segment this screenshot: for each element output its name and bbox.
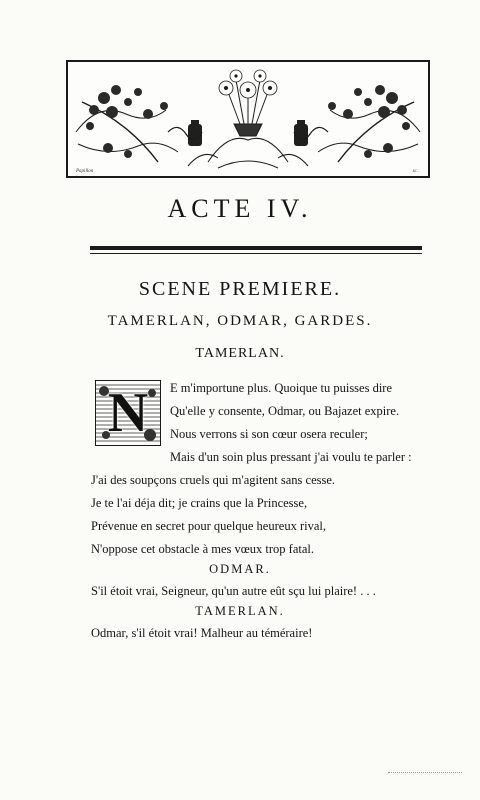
verse-line: Prévenue en secret pour quelque heureux rival, — [91, 519, 326, 533]
thin-rule — [90, 253, 422, 254]
scene-title: SCENE PREMIERE. — [138, 278, 342, 300]
verse-line: Je te l'ai déja dit; je crains que la Princesse, — [91, 496, 308, 510]
headpiece-engraving — [68, 62, 428, 176]
page-edge-mark — [388, 772, 462, 774]
speaker-name: TAMERLAN. — [195, 604, 285, 618]
drop-cap-letter: N — [107, 382, 149, 444]
double-rule-divider — [90, 246, 422, 256]
act-title: ACTE IV. — [167, 194, 313, 223]
drop-cap-initial — [95, 380, 161, 446]
verse-line: E m'importune plus. Quoique tu puisses dire — [170, 381, 393, 395]
ornamental-headpiece — [66, 60, 430, 178]
verse-line: N'oppose cet obstacle à mes vœux trop fatal. — [91, 542, 315, 556]
verse-line: Qu'elle y consente, Odmar, ou Bajazet expire. — [170, 404, 400, 418]
verse-line: Nous verrons si son cœur osera reculer; — [170, 427, 368, 441]
speaker-name: ODMAR. — [209, 562, 271, 576]
verse-line: Mais d'un soin plus pressant j'ai voulu te parler : — [170, 450, 412, 464]
verse-line: J'ai des soupçons cruels qui m'agitent sans cesse. — [91, 473, 336, 487]
thick-rule — [90, 246, 422, 250]
speaker-name: TAMERLAN. — [195, 346, 285, 361]
character-list: TAMERLAN, ODMAR, GARDES. — [107, 313, 373, 329]
engraver-signature-right: sc. — [412, 169, 418, 174]
verse-line: Odmar, s'il étoit vrai! Malheur au téméraire! — [91, 626, 313, 640]
verse-line: S'il étoit vrai, Seigneur, qu'un autre eût sçu lui plaire! . . . — [91, 584, 376, 598]
engraver-signature-left: Papillon — [76, 169, 94, 174]
